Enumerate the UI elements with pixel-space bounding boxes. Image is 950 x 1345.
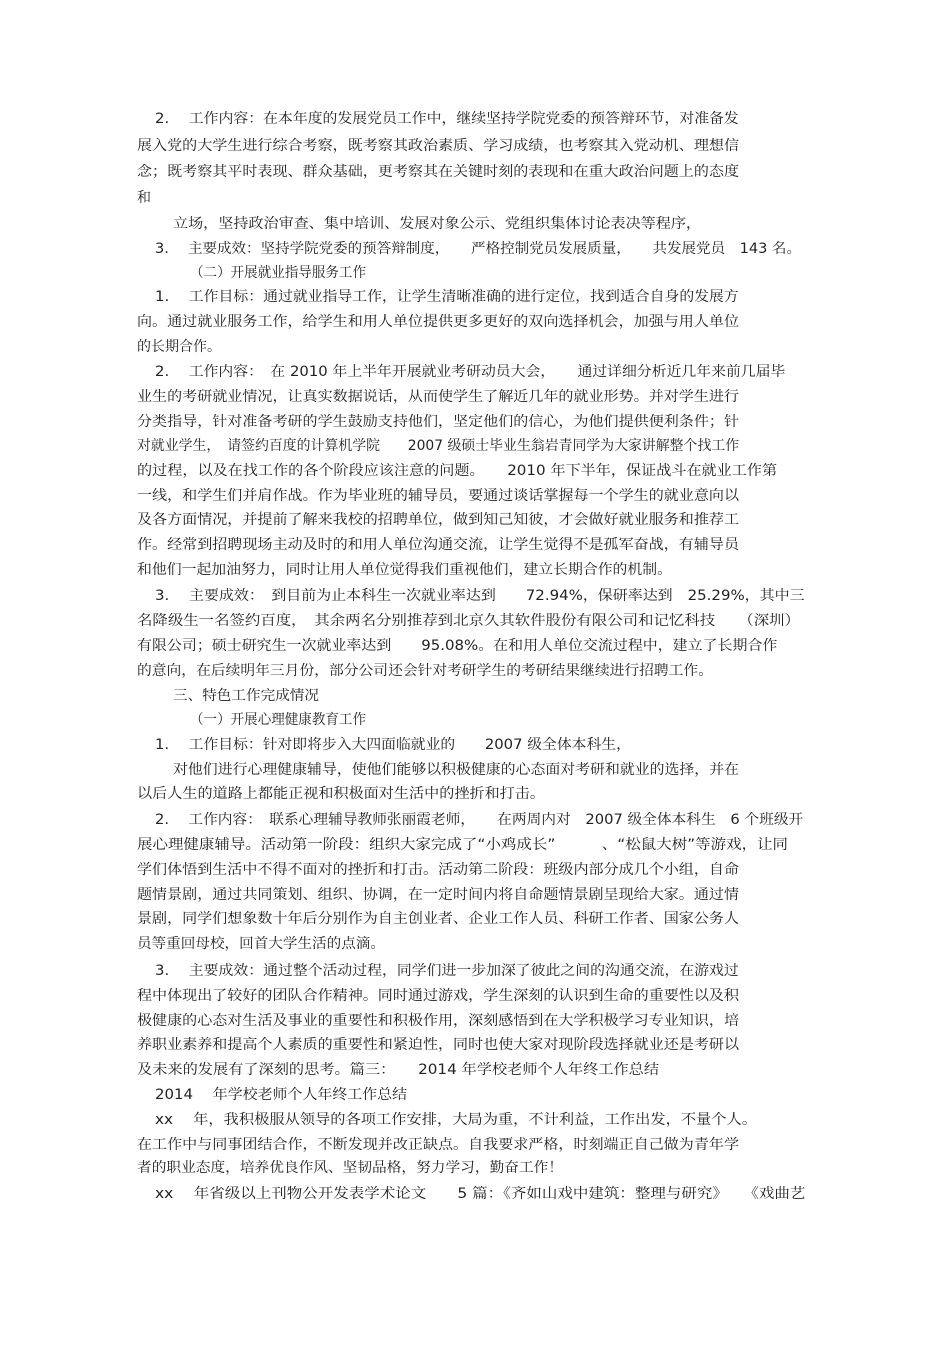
text-line: 以后人生的道路上都能正视和积极面对生活中的挫折和打击。 bbox=[137, 786, 546, 802]
text-line: 一线，和学生们并肩作战。作为毕业班的辅导员，要通过谈话掌握每一个学生的就业意向以 bbox=[137, 488, 739, 504]
text-line: 在工作中与同事团结合作，不断发现并改正缺点。自我要求严格，时刻端正自己做为青年学 bbox=[137, 1137, 739, 1153]
text-line: 极健康的心态对生活及事业的重要性和积极作用，深刻感悟到在大学积极学习专业知识，培 bbox=[137, 1013, 739, 1029]
text-line: 及各方面情况，并提前了解来我校的招聘单位，做到知己知彼，才会做好就业服务和推荐工 bbox=[137, 512, 739, 528]
text-line: 的过程，以及在找工作的各个阶段应该注意的问题。 2010 年下半年，保证战斗在就业工作第 bbox=[137, 463, 778, 479]
text-line: 对他们进行心理健康辅导，使他们能够以积极健康的心态面对考研和就业的选择，并在 bbox=[173, 762, 739, 778]
text-line: 景剧，同学们想象数十年后分别作为自主创业者、企业工作人员、科研工作者、国家公务人 bbox=[137, 911, 739, 927]
text-line: 1. 工作目标：通过就业指导工作，让学生清晰准确的进行定位，找到适合自身的发展方 bbox=[155, 289, 739, 305]
text-line: 名降级生一名签约百度， 其余两名分别推荐到北京久其软件股份有限公司和记忆科技 （深圳） bbox=[137, 613, 800, 629]
text-line: 3. 主要成效：坚持学院党委的预答辩制度， 严格控制党员发展质量， 共发展党员 143 名。 bbox=[155, 241, 801, 257]
text-line: 1. 工作目标：针对即将步入大四面临就业的 2007 级全体本科生， bbox=[155, 737, 631, 753]
text-line: 念；既考察其平时表现、群众基础，更考察其在关键时刻的表现和在重大政治问题上的态度 bbox=[137, 164, 739, 180]
text-line: xx 年，我积极服从领导的各项工作安排，大局为重，不计利益，工作出发，不量个人。 bbox=[155, 1112, 758, 1128]
text-line: 2014 年学校老师个人年终工作总结 bbox=[155, 1087, 408, 1103]
text-line: 2. 工作内容：在本年度的发展党员工作中，继续坚持学院党委的预答辩环节，对准备发 bbox=[155, 111, 739, 127]
text-line: 立场，坚持政治审查、集中培训、发展对象公示、党组织集体讨论表决等程序， bbox=[173, 216, 702, 232]
text-line: 3. 主要成效：通过整个活动过程，同学们进一步加深了彼此之间的沟通交流，在游戏过 bbox=[155, 963, 739, 979]
text-line: 对就业学生， 请签约百度的计算机学院 2007 级硕士毕业生翁岩青同学为大家讲解整个找工作 bbox=[137, 438, 740, 454]
text-line: 者的职业态度，培养优良作风、坚韧品格，努力学习，勤奋工作！ bbox=[137, 1160, 564, 1176]
text-line: 作。经常到招聘现场主动及时的和用人单位沟通交流，让学生觉得不是孤军奋战，有辅导员 bbox=[137, 537, 739, 553]
text-line: 2. 工作内容： 在 2010 年上半年开展就业考研动员大会， 通过详细分析近几年来前几届毕 bbox=[155, 364, 786, 380]
text-line: 和 bbox=[137, 190, 151, 206]
text-line: 的意向，在后续明年三月份，部分公司还会针对考研学生的考研结果继续进行招聘工作。 bbox=[137, 663, 713, 679]
text-line: 程中体现出了较好的团队合作精神。同时通过游戏，学生深刻的认识到生命的重要性以及积 bbox=[137, 988, 739, 1004]
text-line: 员等重回母校，回首大学生活的点滴。 bbox=[137, 936, 385, 952]
text-line: 题情景剧，通过共同策划、组织、协调，在一定时间内将自命题情景剧呈现给大家。通过情 bbox=[137, 887, 739, 903]
text-line: 业生的考研就业情况，让真实数据说话，从而使学生了解近几年的就业形势。并对学生进行 bbox=[137, 389, 739, 405]
text-line: 2. 工作内容： 联系心理辅导教师张丽霞老师， 在两周内对 2007 级全体本科生 6 个班级开 bbox=[155, 812, 804, 828]
text-line: 3. 主要成效： 到目前为止本科生一次就业率达到 72.94%，保研率达到 25.29%，其中三 bbox=[155, 588, 805, 604]
text-line: 的长期合作。 bbox=[137, 339, 221, 355]
text-line: 养职业素养和提高个人素质的重要性和紧迫性，同时也使大家对现阶段选择就业还是考研以 bbox=[137, 1037, 739, 1053]
text-line: 向。通过就业服务工作，给学生和用人单位提供更多更好的双向选择机会，加强与用人单位 bbox=[137, 314, 739, 330]
text-line: （二）开展就业指导服务工作 bbox=[190, 265, 366, 281]
text-line: 三、特色工作完成情况 bbox=[173, 688, 320, 704]
text-line: 学们体悟到生活中不得不面对的挫折和打击。活动第二阶段：班级内部分成几个小组，自命 bbox=[137, 862, 739, 878]
text-line: xx 年省级以上刊物公开发表学术论文 5 篇：《齐如山戏中建筑：整理与研究》 《戏曲艺 bbox=[155, 1186, 806, 1202]
text-line: 有限公司；硕士研究生一次就业率达到 95.08%。在和用人单位交流过程中，建立了长期合作 bbox=[137, 638, 778, 654]
text-line: 展心理健康辅导。活动第一阶段：组织大家完成了“小鸡成长” 、“松鼠大树”等游戏，让同 bbox=[137, 837, 789, 853]
text-line: 及未来的发展有了深刻的思考。篇三： 2014 年学校老师个人年终工作总结 bbox=[137, 1062, 660, 1078]
text-line: 展入党的大学生进行综合考察，既考察其政治素质、学习成绩，也考察其入党动机、理想信 bbox=[137, 138, 739, 154]
text-line: 和他们一起加油努力，同时让用人单位觉得我们重视他们，建立长期合作的机制。 bbox=[137, 562, 672, 578]
text-line: （一）开展心理健康教育工作 bbox=[190, 712, 366, 728]
text-line: 分类指导，针对准备考研的学生鼓励支持他们，坚定他们的信心，为他们提供便利条件；针 bbox=[137, 414, 739, 430]
